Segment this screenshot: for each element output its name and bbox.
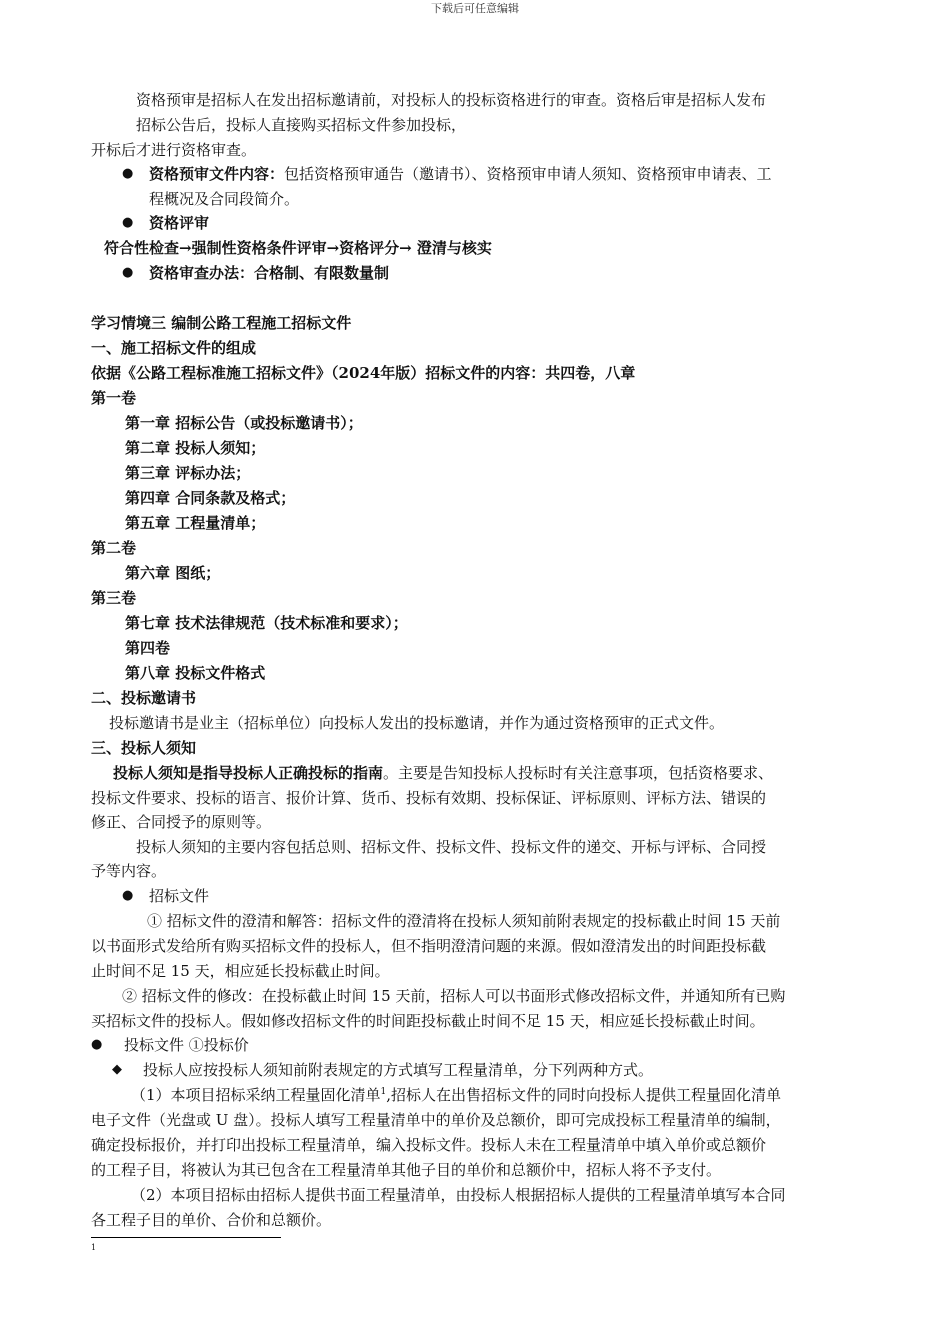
paragraph-line bbox=[131, 1085, 781, 1105]
chapter-item: 第三章 评标办法； bbox=[125, 464, 251, 482]
section-title: 学习情境三 编制公路工程施工招标文件 bbox=[91, 314, 352, 332]
paragraph-line: 资格预审是招标人在发出招标邀请前，对投标人的投标资格进行的审查。资格后审是招标人发布 bbox=[136, 91, 767, 109]
volume-heading: 第三卷 bbox=[91, 589, 137, 607]
paragraph-line: 止时间不足 15 天，相应延长投标截止时间。 bbox=[91, 962, 390, 980]
bullet-icon: ● bbox=[122, 888, 134, 903]
chapter-item: 第八章 投标文件格式 bbox=[125, 664, 266, 682]
paragraph-line: ① 招标文件的澄清和解答：招标文件的澄清将在投标人须知前附表规定的投标截止时间 15 天前 bbox=[147, 912, 781, 930]
volume-heading: 第二卷 bbox=[91, 539, 137, 557]
chapter-item: 第五章 工程量清单； bbox=[125, 514, 266, 532]
paragraph-line: 招标文件 bbox=[149, 887, 210, 905]
bullet-icon: ● bbox=[91, 1037, 103, 1052]
diamond-bullet-icon: ◆ bbox=[112, 1062, 122, 1077]
paragraph-line: 以书面形式发给所有购买招标文件的投标人，但不指明澄清问题的来源。假如澄清发出的时间距投标截 bbox=[91, 937, 767, 955]
footnote-ref[interactable]: 1 bbox=[380, 1087, 387, 1097]
chapter-item: 第二章 投标人须知； bbox=[125, 439, 266, 457]
chapter-item: 第四章 合同条款及格式； bbox=[125, 489, 296, 507]
paragraph-line: 投标人应按投标人须知前附表规定的方式填写工程量清单，分下列两种方式。 bbox=[143, 1061, 654, 1079]
paragraph-line: 程概况及合同段简介。 bbox=[149, 190, 300, 208]
paragraph-line: ② 招标文件的修改：在投标截止时间 15 天前，招标人可以书面形式修改招标文件，并通知所有已购 bbox=[122, 987, 786, 1005]
process-flow: 符合性检查→强制性资格条件评审→资格评分→ 澄清与核实 bbox=[104, 239, 492, 257]
paragraph-line: （2）本项目招标由招标人提供书面工程量清单，由投标人根据招标人提供的工程量清单填写本合同 bbox=[131, 1186, 786, 1204]
heading-line: 资格审查办法：合格制、有限数量制 bbox=[149, 264, 390, 282]
text-run: 。主要是告知投标人投标时有关注意事项，包括资格要求、 bbox=[383, 764, 774, 782]
volume-heading: 第一卷 bbox=[91, 389, 137, 407]
footnote-divider bbox=[91, 1237, 281, 1238]
paragraph-line: 开标后才进行资格审查。 bbox=[91, 141, 257, 159]
paragraph-line: 予等内容。 bbox=[91, 862, 167, 880]
paragraph-line: 确定投标报价，并打印出投标工程量清单，编入投标文件。投标人未在工程量清单中填入单价或总额价 bbox=[91, 1136, 767, 1154]
chapter-item: 第七章 技术法律规范（技术标准和要求）； bbox=[125, 614, 408, 632]
bullet-icon: ● bbox=[122, 265, 134, 280]
paragraph-line bbox=[113, 763, 773, 783]
paragraph-line: 电子文件（光盘或 U 盘）。投标人填写工程量清单中的单价及总额价，即可完成投标工程量清单的编制， bbox=[91, 1111, 781, 1129]
bullet-icon: ● bbox=[122, 166, 134, 181]
paragraph-line: 投标文件要求、投标的语言、报价计算、货币、投标有效期、投标保证、评标原则、评标方法、错误的 bbox=[91, 789, 767, 807]
text-run: ,招标人在出售招标文件的同时向投标人提供工程量固化清单 bbox=[386, 1086, 782, 1104]
text-run: （1）本项目招标采纳工程量固化清单 bbox=[131, 1086, 381, 1104]
chapter-item: 第一章 招标公告（或投标邀请书）； bbox=[125, 414, 363, 432]
paragraph-line: 买招标文件的投标人。假如修改招标文件的时间距投标截止时间不足 15 天，相应延长投标截止时间。 bbox=[91, 1012, 765, 1030]
bold-term: 资格预审文件内容： bbox=[149, 165, 285, 183]
section-heading: 一、施工招标文件的组成 bbox=[91, 339, 257, 357]
text-run: 包括资格预审通告（邀请书）、资格预审申请人须知、资格预审申请表、工 bbox=[284, 165, 772, 183]
heading-line: 资格评审 bbox=[149, 214, 210, 232]
bullet-icon: ● bbox=[122, 215, 134, 230]
page-header: 下载后可任意编辑 bbox=[431, 2, 519, 15]
paragraph-line: 投标文件 ①投标价 bbox=[124, 1036, 249, 1054]
bold-term: 投标人须知是指导投标人正确投标的指南 bbox=[113, 764, 384, 782]
paragraph-line: 招标公告后，投标人直接购买招标文件参加投标， bbox=[136, 116, 467, 134]
volume-heading: 第四卷 bbox=[125, 639, 171, 657]
paragraph-line: 投标人须知的主要内容包括总则、招标文件、投标文件、投标文件的递交、开标与评标、合同授 bbox=[136, 838, 767, 856]
paragraph-line bbox=[149, 164, 772, 184]
section-heading: 三、投标人须知 bbox=[91, 739, 197, 757]
chapter-item: 第六章 图纸； bbox=[125, 564, 221, 582]
section-heading: 二、投标邀请书 bbox=[91, 689, 197, 707]
paragraph-line: 各工程子目的单价、合价和总额价。 bbox=[91, 1211, 332, 1229]
paragraph-line: 依据《公路工程标准施工招标文件》（2024年版）招标文件的内容：共四卷，八章 bbox=[91, 364, 636, 382]
footnote-number: 1 bbox=[91, 1243, 97, 1252]
paragraph-line: 的工程子目，将被认为其已包含在工程量清单其他子目的单价和总额价中，招标人将不予支付。 bbox=[91, 1161, 722, 1179]
paragraph-line: 投标邀请书是业主（招标单位）向投标人发出的投标邀请，并作为通过资格预审的正式文件。 bbox=[109, 714, 725, 732]
paragraph-line: 修正、合同授予的原则等。 bbox=[91, 813, 272, 831]
